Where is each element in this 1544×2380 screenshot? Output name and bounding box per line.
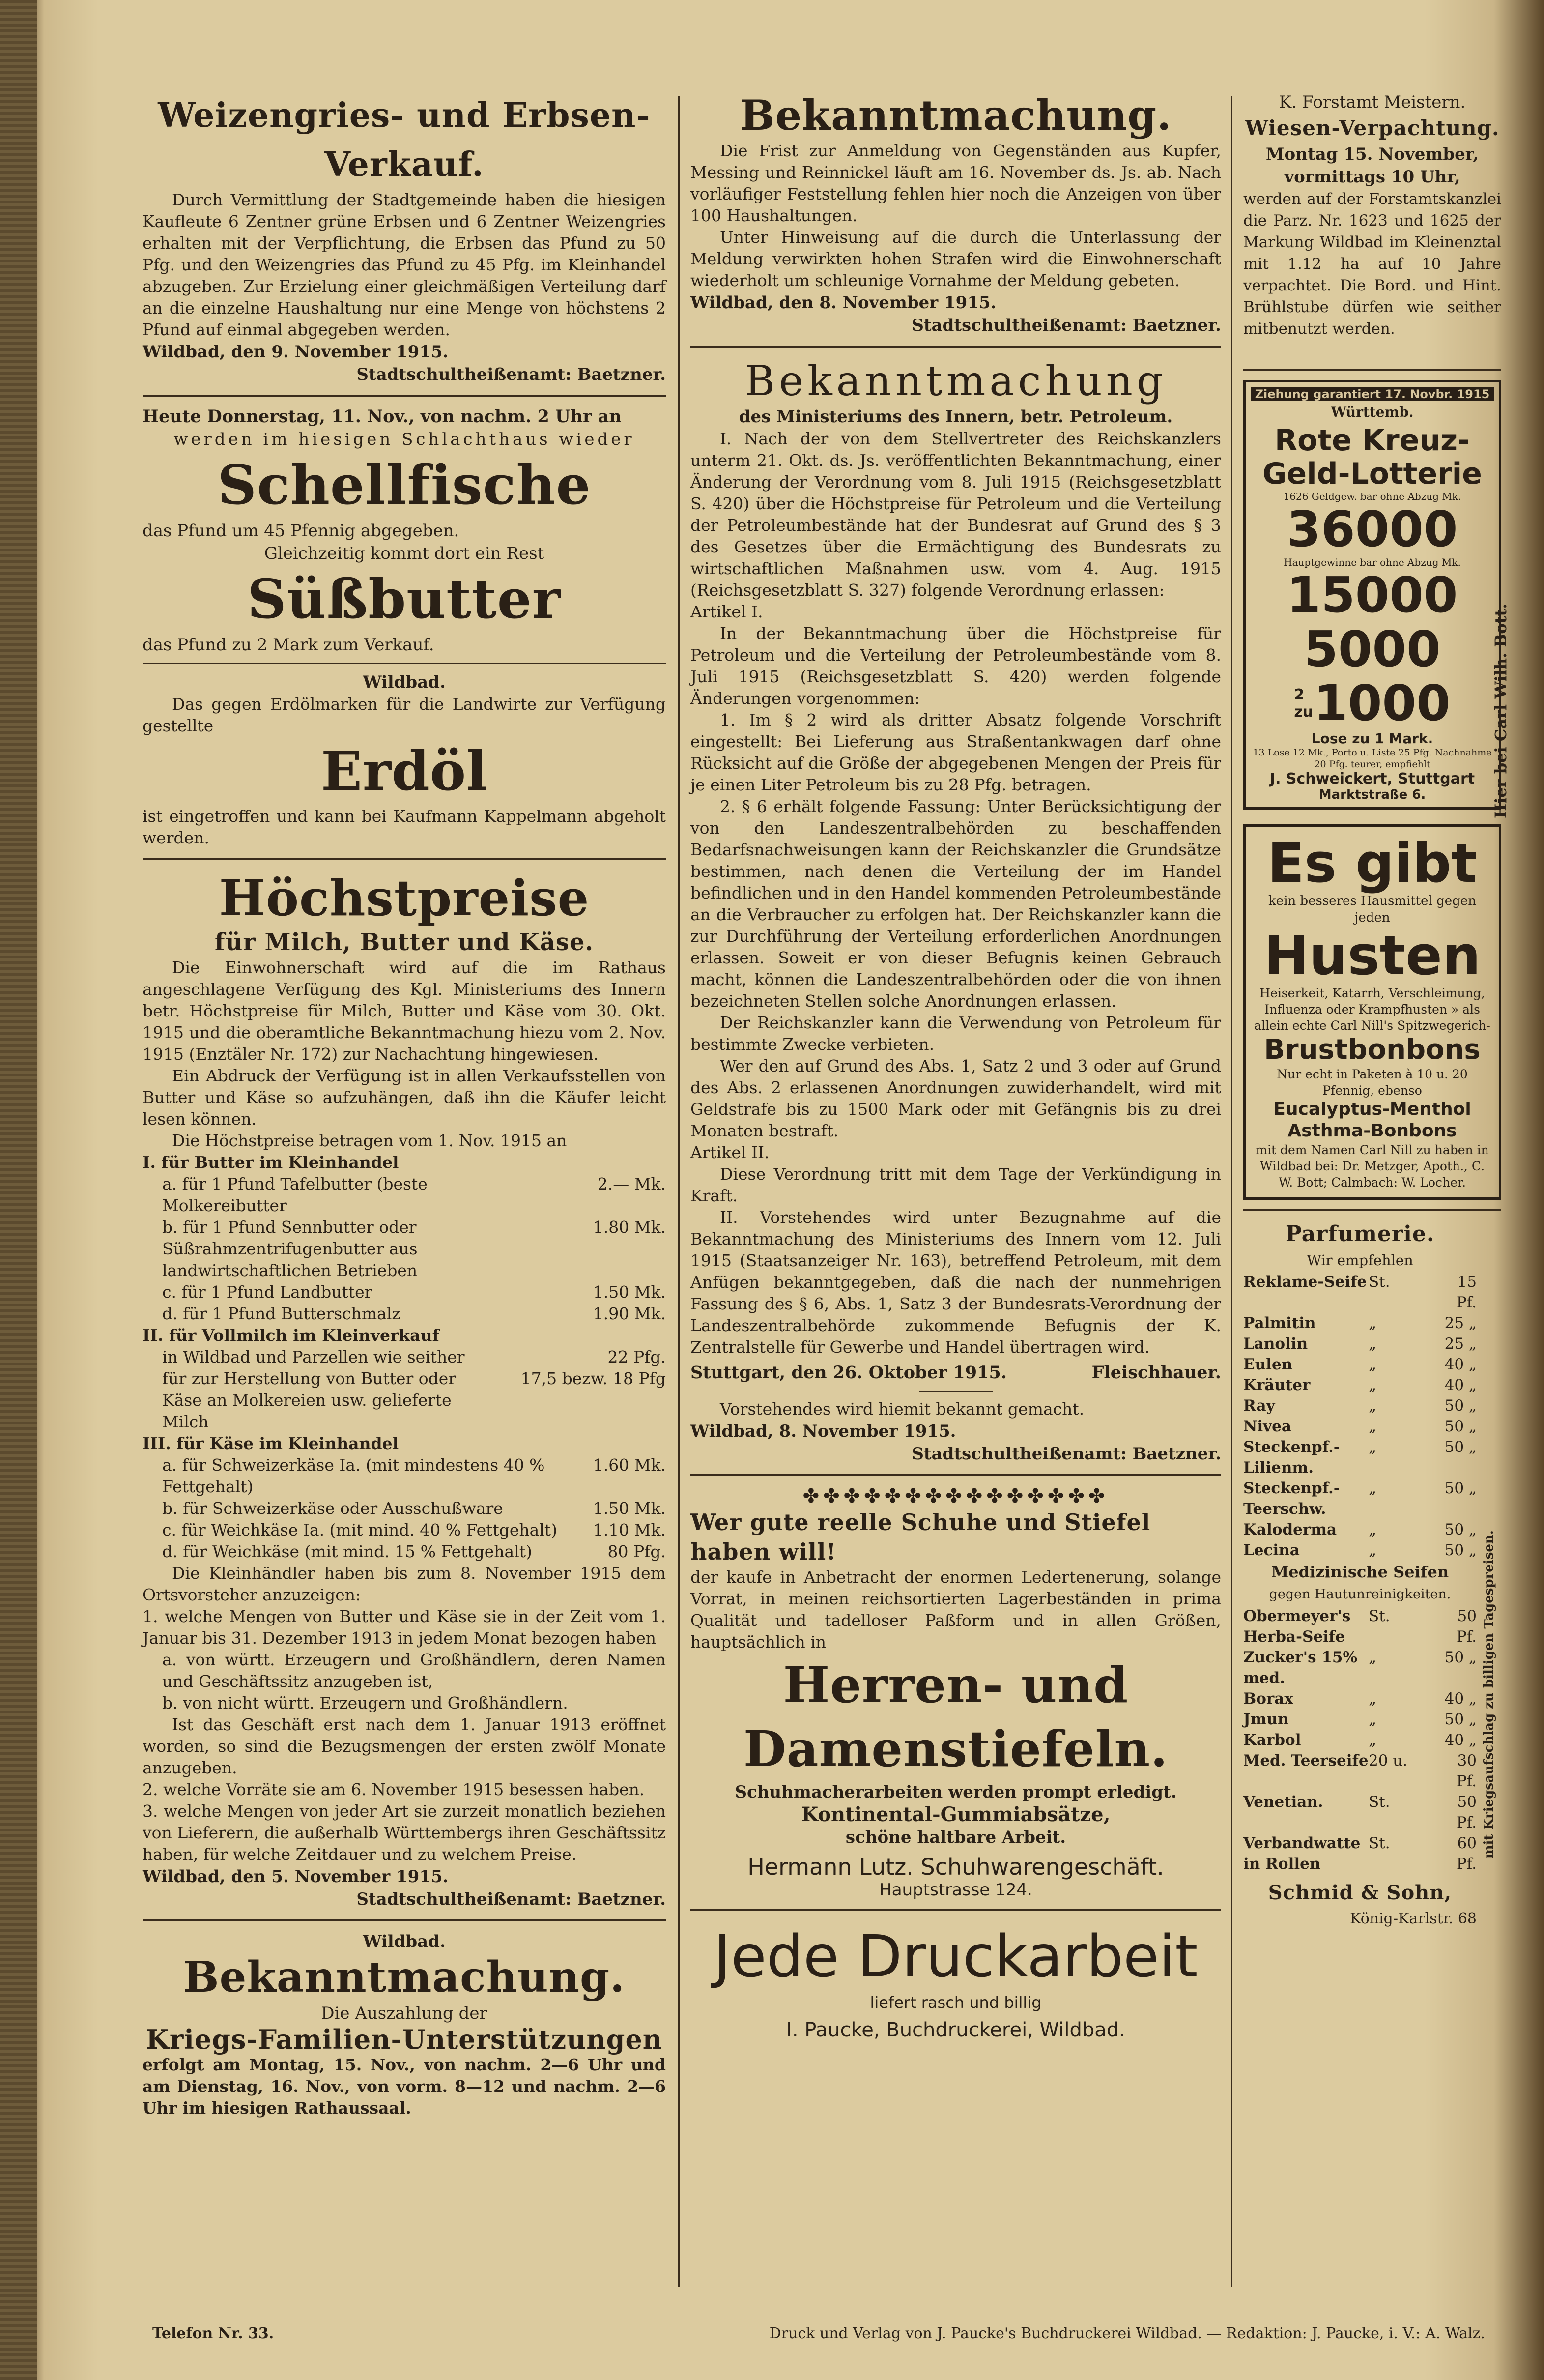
notice-date: Montag 15. November, vormittags 10 Uhr, bbox=[1265, 145, 1479, 187]
ad-price-2: das Pfund zu 2 Mark zum Verkauf. bbox=[143, 635, 434, 655]
ad-schuhe bbox=[690, 1485, 1221, 1900]
ad-title: Parfumerie. bbox=[1285, 1221, 1435, 1247]
notice-body: Das gegen Erdölmarken für die Landwirte zur Verfügung gestellte bbox=[143, 695, 666, 735]
lottery-caption: 1626 Geldgew. bar ohne Abzug Mk. bbox=[1283, 491, 1461, 502]
notice-paragraph: Der Reichskanzler kann die Verwendung von Petroleum für bestimmte Zwecke verbieten. bbox=[690, 1013, 1221, 1054]
notice-signature-row bbox=[690, 1362, 1221, 1384]
lottery-address: Marktstraße 6. bbox=[1318, 787, 1426, 802]
lottery-prize-1: 36000 bbox=[1287, 500, 1458, 558]
price-row: b. für 1 Pfund Sennbutter oder Süßrahmzentrifugenbutter aus landwirtschaftlichen Betrieben 1.80 Mk. bbox=[162, 1218, 666, 1280]
notice-paragraph: Diese Verordnung tritt mit dem Tage der Verkündigung in Kraft. bbox=[690, 1164, 1221, 1205]
notice-place: Wildbad. bbox=[363, 1932, 446, 1951]
lottery-prize-2: 15000 bbox=[1287, 566, 1458, 624]
notice-kupfer bbox=[690, 91, 1221, 337]
lottery-seller: J. Schweickert, Stuttgart bbox=[1269, 770, 1475, 787]
notice-date: Wildbad, den 8. November 1915. bbox=[690, 293, 997, 313]
notice-title-2: Kriegs-Familien-Unterstützungen bbox=[145, 2024, 663, 2055]
notice-paragraph: Die Einwohnerschaft wird auf die im Rathaus angeschlagene Verfügung des Kgl. Ministeriums des Innern betr. Höchstpreise für Milch, Butter und Käse vom 30. Okt. 1915 und die oberamtliche Bekanntmachung hiezu vom 2. Nov. 1915 (Enztäler Nr. 172) zur Nachachtung hingewiesen. bbox=[143, 958, 666, 1064]
price-row: Karbol „ 40 „ bbox=[1243, 1731, 1477, 1749]
notice-date-2: Wildbad, 8. November 1915. bbox=[690, 1422, 956, 1441]
price-row: Verbandwatte in Rollen St. 60 Pf. bbox=[1243, 1834, 1477, 1873]
price-row: Ray „ 50 „ bbox=[1243, 1397, 1477, 1415]
price-row: Reklame-Seife St. 15 Pf. bbox=[1243, 1273, 1477, 1311]
ad-subtitle: kein besseres Hausmittel gegen jeden bbox=[1268, 894, 1476, 925]
notice-paragraph: In der Bekanntmachung über die Höchstpreise für Petroleum und die Verteilung der Petroleumbestände vom 8. Juli 1915 (Reichsgesetzblatt S. 420) werden folgende Änderungen vorgenommen: bbox=[690, 624, 1221, 708]
ad-title: Jede Druckarbeit bbox=[714, 1922, 1198, 1990]
notice-body: Durch Vermittlung der Stadtgemeinde haben die hiesigen Kaufleute 6 Zentner grüne Erbsen und 6 Zentner Weizengries erhalten mit der Verpflichtung, die Erbsen das Pfund zu 50 Pfg. und den Weizengries das Pfund zu 45 Pfg. im Kleinhandel abzugeben. Zur Erzielung einer gleichmäßigen Verteilung darf an die einzelne Haushaltung nur eine Menge von höchstens 2 Pfund auf einmal abgegeben werden. bbox=[143, 190, 666, 339]
ad-heading: Heute Donnerstag, 11. Nov., von nachm. 2 Uhr an bbox=[143, 406, 622, 427]
ad-firm: I. Paucke, Buchdruckerei, Wildbad. bbox=[786, 2019, 1125, 2041]
notice-title: Wiesen-Verpachtung. bbox=[1245, 116, 1500, 140]
notice-list-item: 2. welche Vorräte sie am 6. November 1915 besessen haben. bbox=[143, 1780, 645, 1799]
notice-signature: Stadtschultheißenamt: Baetzner. bbox=[356, 1889, 666, 1909]
price-list-butter bbox=[143, 1173, 666, 1325]
notice-body: werden auf der Forstamtskanzlei die Parz. Nr. 1623 und 1625 der Markung Wildbad im Kleinenztal mit 1.12 ha auf 10 Jahre verpachtet. Die Bord. und Hint. Brühlstube dürfen wie seither mitbenutzt werden. bbox=[1243, 190, 1501, 338]
ad-husten bbox=[1243, 824, 1501, 1200]
notice-signature-2: Stadtschultheißenamt: Baetzner. bbox=[912, 1444, 1221, 1464]
ad-section-title: Medizinische Seifen bbox=[1271, 1563, 1449, 1581]
notice-header: K. Forstamt Meistern. bbox=[1279, 92, 1466, 112]
notice-body-2: Unter Hinweisung auf die durch die Unterlassung der Meldung verwirkten hohen Strafen wird die Einwohnerschaft wiederholt um schleunige Vornahme der Meldung gebeten. bbox=[690, 228, 1221, 290]
notice-list-item: Ist das Geschäft erst nach dem 1. Januar 1913 eröffnet worden, so sind die Bezugsmengen der ersten zwölf Monate anzugeben. bbox=[143, 1715, 666, 1777]
notice-weizengries bbox=[143, 91, 666, 386]
notice-title: Bekanntmachung. bbox=[183, 1952, 626, 2002]
lottery-caption-2: Hauptgewinne bar ohne Abzug Mk. bbox=[1284, 556, 1461, 568]
price-row: d. für 1 Pfund Butterschmalz 1.90 Mk. bbox=[162, 1304, 666, 1323]
column-1 bbox=[143, 91, 666, 2287]
notice-paragraph: I. Nach der von dem Stellvertreter des Reichskanzlers unterm 21. Okt. ds. Js. veröffentlichten Bekanntmachung, einer Änderung der Verordnung vom 8. Juli 1915 (Reichsgesetzblatt S. 420) über die Höchstpreise für Petroleum und die Verteilung der Petroleumbestände hat der Bundesrat auf Grund des § 3 des Gesetzes über die Ermächtigung des Bundesrats zu wirtschaftlichen Maßnahmen usw. vom 4. Aug. 1915 (Reichsgesetzblatt S. 327) folgende Verordnung erlassen: bbox=[690, 429, 1221, 600]
price-row: c. für Weichkäse Ia. (mit mind. 40 % Fettgehalt) 1.10 Mk. bbox=[162, 1520, 666, 1539]
column-rule-2 bbox=[1231, 96, 1232, 2287]
column-2 bbox=[690, 91, 1221, 2287]
ad-line: Schuhmacherarbeiten werden prompt erledigt. bbox=[735, 1782, 1177, 1802]
notice-kriegsfamilien bbox=[143, 1930, 666, 2119]
lottery-side-note: Hier bei Carl Wilh. Bott. bbox=[1491, 603, 1510, 818]
notice-petroleum bbox=[690, 356, 1221, 1465]
ad-firm-address: Hauptstrasse 124. bbox=[879, 1880, 1032, 1900]
notice-body: erfolgt am Montag, 15. Nov., von nachm. 2—6 Uhr und am Dienstag, 16. Nov., von vorm. 8—12 und nachm. 2—6 Uhr im hiesigen Rathaussaal. bbox=[143, 2055, 666, 2118]
price-row: Steckenpf.-Teerschw. „ 50 „ bbox=[1243, 1480, 1477, 1518]
lottery-price: Lose zu 1 Mark. bbox=[1311, 730, 1433, 747]
notice-paragraph: 1. Im § 2 wird als dritter Absatz folgende Vorschrift eingestellt: Bei Lieferung aus Straßentankwagen darf ohne Rücksicht auf die Größe der abgegebenen Mengen der Preis für je einen Liter Petroleum bis zu 28 Pfg. betragen. bbox=[690, 710, 1221, 794]
ad-note: Gleichzeitig kommt dort ein Rest bbox=[264, 544, 544, 563]
notice-body-2: ist eingetroffen und kann bei Kaufmann Kappelmann abgeholt werden. bbox=[143, 807, 666, 847]
price-row: Med. Teerseife 20 u. 30 Pf. bbox=[1243, 1752, 1477, 1790]
notice-title: Erdöl bbox=[321, 739, 487, 803]
ad-body-2: Nur echt in Paketen à 10 u. 20 Pfennig, ebenso bbox=[1277, 1067, 1468, 1098]
ad-title-2: Herren- und Damenstiefeln. bbox=[743, 1656, 1168, 1778]
price-row: Nivea „ 50 „ bbox=[1243, 1418, 1477, 1435]
price-section-butter: I. für Butter im Kleinhandel bbox=[143, 1153, 399, 1172]
notice-wiesen bbox=[1243, 91, 1501, 340]
ad-subtitle: liefert rasch und billig bbox=[870, 1993, 1042, 2012]
parfumerie-side-note: mit Kriegsaufschlag zu billigen Tagespreisen. bbox=[1482, 1530, 1496, 1858]
lottery-title: Rote Kreuz-Geld-Lotterie bbox=[1262, 423, 1482, 491]
price-row: Venetian. St. 50 Pf. bbox=[1243, 1793, 1477, 1831]
ad-body-3: mit dem Namen Carl Nill zu haben in Wildbad bei: Dr. Metzger, Apoth., C. W. Bott; Calmbach: W. Locher. bbox=[1256, 1143, 1489, 1190]
notice-list-item: a. von württ. Erzeugern und Großhändlern, deren Namen und Geschäftssitz anzugeben ist, bbox=[162, 1650, 666, 1691]
ad-subtitle: Wir empfehlen bbox=[1307, 1252, 1413, 1269]
notice-subtitle: für Milch, Butter und Käse. bbox=[214, 929, 594, 956]
notice-title: Weizengries- und Erbsen-Verkauf. bbox=[158, 96, 651, 184]
price-list-milk bbox=[143, 1346, 666, 1433]
notice-title: Höchstpreise bbox=[219, 869, 590, 927]
notice-list-item: 3. welche Mengen von jeder Art sie zurzeit monatlich beziehen von Lieferern, die außerhalb Württembergs ihren Geschäftssitz haben, für welche Zeitdauer und zu welchem Preise. bbox=[143, 1801, 666, 1864]
ad-firm-address: König-Karlstr. 68 bbox=[1350, 1910, 1477, 1927]
column-3 bbox=[1243, 91, 1510, 2287]
ad-schellfische bbox=[143, 406, 666, 656]
price-row: c. für 1 Pfund Landbutter 1.50 Mk. bbox=[162, 1282, 666, 1302]
price-row: Obermeyer's Herba-Seife St. 50 Pf. bbox=[1243, 1607, 1477, 1646]
ad-subheading: werden im hiesigen Schlachthaus wieder bbox=[173, 430, 635, 449]
price-row: Lecina „ 50 „ bbox=[1243, 1541, 1477, 1559]
price-section-cheese: III. für Käse im Kleinhandel bbox=[143, 1434, 399, 1453]
price-row: Kräuter „ 40 „ bbox=[1243, 1376, 1477, 1394]
ornament-border: ✤✤✤✤✤✤✤✤✤✤✤✤✤✤✤ bbox=[802, 1485, 1109, 1508]
page-footer bbox=[152, 2325, 1485, 2342]
notice-date: Wildbad, den 5. November 1915. bbox=[143, 1867, 449, 1887]
notice-paragraph: II. Vorstehendes wird unter Bezugnahme auf die Bekanntmachung des Ministeriums des Innern vom 12. Juli 1915 (Staatsanzeiger Nr. 163), betreffend Petroleum, mit dem Anfügen bekanntgegeben, daß die nach der nunmehrigen Fassung des § 6, Abs. 1, Satz 3 der Bundesrats-Verordnung der Landeszentralbehörde zukommende Befugnis der K. Zentralstelle für Gewerbe und Handel übertragen wird. bbox=[690, 1208, 1221, 1357]
notice-paragraph: Die Kleinhändler haben bis zum 8. November 1915 dem Ortsvorsteher anzuzeigen: bbox=[143, 1564, 666, 1604]
book-binding bbox=[0, 0, 37, 2380]
lottery-prize-4: 1000 bbox=[1314, 674, 1451, 732]
price-row: in Wildbad und Parzellen wie seither 22 Pfg. bbox=[162, 1347, 666, 1366]
notice-signature: Stadtschultheißenamt: Baetzner. bbox=[356, 365, 666, 384]
price-row: Jmun „ 50 „ bbox=[1243, 1711, 1477, 1728]
ad-druckarbeit bbox=[690, 1919, 1221, 2041]
notice-paragraph: Wer den auf Grund des Abs. 1, Satz 2 und 3 oder auf Grund des Abs. 2 erlassenen Anordnungen zuwiderhandelt, wird mit Geldstrafe bis zu 1500 Mark oder mit Gefängnis bis zu drei Monaten bestraft. bbox=[690, 1056, 1221, 1140]
lottery-draw-date: Ziehung garantiert 17. Novbr. 1915 bbox=[1251, 387, 1494, 401]
price-row: Steckenpf.-Lilienm. „ 50 „ bbox=[1243, 1438, 1477, 1477]
column-rule-1 bbox=[678, 96, 680, 2287]
price-list-med-soap bbox=[1243, 1606, 1477, 1874]
notice-signature: Stadtschultheißenamt: Baetzner. bbox=[912, 316, 1221, 335]
price-list-soap bbox=[1243, 1272, 1477, 1561]
ad-parfumerie bbox=[1243, 1219, 1501, 1930]
price-row: Borax „ 40 „ bbox=[1243, 1690, 1477, 1708]
notice-erdoel bbox=[143, 671, 666, 849]
price-row: Eulen „ 40 „ bbox=[1243, 1356, 1477, 1373]
ad-title-4: Eucalyptus-Menthol Asthma-Bonbons bbox=[1273, 1099, 1471, 1141]
ad-body: der kaufe in Anbetracht der enormen Ledertenerung, solange Vorrat, in meinen reichsortierten Lagerbeständen in prima Qualität und tadelloser Paßform und in allen Größen, hauptsächlich in bbox=[690, 1567, 1221, 1652]
lottery-prefix: 2 zu bbox=[1294, 686, 1314, 721]
price-row: Palmitin „ 25 „ bbox=[1243, 1314, 1477, 1332]
price-row: a. für Schweizerkäse Ia. (mit mindestens 40 % Fettgehalt) 1.60 Mk. bbox=[162, 1455, 666, 1496]
ad-firm: Schmid & Sohn, bbox=[1268, 1881, 1452, 1904]
notice-date: Wildbad, den 9. November 1915. bbox=[143, 342, 449, 362]
lottery-prize-3: 5000 bbox=[1304, 620, 1441, 678]
notice-title: Bekanntmachung bbox=[744, 357, 1167, 405]
article-heading: Artikel I. bbox=[690, 602, 763, 621]
notice-signature: Fleischhauer. bbox=[1091, 1363, 1221, 1383]
price-section-milk: II. für Vollmilch im Kleinverkauf bbox=[143, 1326, 439, 1345]
notice-title: Bekanntmachung. bbox=[740, 91, 1172, 140]
lottery-region: Württemb. bbox=[1331, 404, 1414, 420]
lottery-prize-4-row bbox=[1251, 676, 1494, 730]
ad-line: schöne haltbare Arbeit. bbox=[845, 1828, 1066, 1847]
ad-title: Wer gute reelle Schuhe und Stiefel haben will! bbox=[690, 1509, 1151, 1565]
notice-paragraph: Ein Abdruck der Verfügung ist in allen Verkaufsstellen von Butter und Käse so aufzuhängen, daß ihn die Käufer leicht lesen können. bbox=[143, 1066, 666, 1129]
ad-body: Heiserkeit, Katarrh, Verschleimung, Influenza oder Krampfhusten » als allein echte Carl Nill's Spitzwegerich- bbox=[1254, 986, 1490, 1033]
ad-title-2: Husten bbox=[1263, 924, 1481, 987]
price-row: Zucker's 15% med. „ 50 „ bbox=[1243, 1649, 1477, 1687]
notice-paragraph: 2. § 6 erhält folgende Fassung: Unter Berücksichtigung der von den Landeszentralbehörden zu beschaffenden Bedarfsnachweisungen kann der Reichskanzler die Grundsätze bestimmen, nach denen die Verteilung der im Handel befindlichen und in den Handel kommenden Petroleumbestände an die Verbraucher zu erfolgen hat. Der Reichskanzler kann die zur Durchführung der Verteilung erforderlichen Anordnungen erlassen. Soweit er von dieser Befugnis keinen Gebrauch macht, können die Landeszentralbehörden oder die von ihnen bezeichneten Stellen solche Anordnungen erlassen. bbox=[690, 797, 1221, 1011]
ad-section-subtitle: gegen Hautunreinigkeiten. bbox=[1269, 1587, 1451, 1602]
notice-hoechstpreise bbox=[143, 869, 666, 1911]
price-row: b. für Schweizerkäse oder Ausschußware 1.50 Mk. bbox=[162, 1499, 666, 1518]
price-list-cheese bbox=[143, 1454, 666, 1563]
notice-subtitle: des Ministeriums des Innern, betr. Petroleum. bbox=[739, 407, 1173, 427]
article-heading: Artikel II. bbox=[690, 1143, 770, 1162]
price-row: d. für Weichkäse (mit mind. 15 % Fettgehalt) 80 Pfg. bbox=[162, 1542, 666, 1561]
price-row: Lanolin „ 25 „ bbox=[1243, 1335, 1477, 1353]
notice-body: Die Frist zur Anmeldung von Gegenständen aus Kupfer, Messing und Reinnickel läuft am 16. November ds. Js. ab. Nach vorläufiger Feststellung fehlen hier noch die Anzeigen von über 100 Haushaltungen. bbox=[690, 141, 1221, 225]
ad-lotterie bbox=[1243, 380, 1501, 810]
ad-firm-name: Hermann Lutz. Schuhwarengeschäft. bbox=[747, 1854, 1164, 1880]
ad-price: das Pfund um 45 Pfennig abgegeben. bbox=[143, 521, 459, 541]
price-row: für zur Herstellung von Butter oder Käse an Molkereien usw. gelieferte Milch 17,5 bezw. 18 Pfg bbox=[162, 1369, 666, 1431]
notice-subtitle: Die Auszahlung der bbox=[321, 2003, 487, 2023]
lottery-info: 13 Lose 12 Mk., Porto u. Liste 25 Pfg. Nachnahme 20 Pfg. teurer, empfiehlt bbox=[1253, 747, 1492, 770]
notice-place: Wildbad. bbox=[363, 672, 446, 692]
ad-title-2: Süßbutter bbox=[247, 567, 561, 631]
ad-title-3: Brustbonbons bbox=[1264, 1034, 1481, 1066]
price-row: a. für 1 Pfund Tafelbutter (beste Molkereibutter 2.— Mk. bbox=[162, 1174, 666, 1215]
notice-list-item: 1. welche Mengen von Butter und Käse sie in der Zeit vom 1. Januar bis 31. Dezember 1913 in jedem Monat bezogen haben bbox=[143, 1607, 666, 1648]
notice-date: Stuttgart, den 26. Oktober 1915. bbox=[690, 1363, 1007, 1383]
notice-list-item: b. von nicht württ. Erzeugern und Großhändlern. bbox=[162, 1693, 568, 1712]
footer-imprint: Druck und Verlag von J. Paucke's Buchdruckerei Wildbad. — Redaktion: J. Paucke, i. V.: A. Walz. bbox=[769, 2325, 1485, 2342]
notice-paragraph: Die Höchstpreise betragen vom 1. Nov. 1915 an bbox=[172, 1131, 567, 1150]
price-row: Kaloderma „ 50 „ bbox=[1243, 1521, 1477, 1538]
footer-telephone: Telefon Nr. 33. bbox=[152, 2325, 274, 2342]
notice-paragraph: Vorstehendes wird hiemit bekannt gemacht. bbox=[720, 1399, 1085, 1419]
ad-line: Kontinental-Gummiabsätze, bbox=[801, 1803, 1111, 1826]
ad-title: Es gibt bbox=[1267, 832, 1477, 895]
ad-title: Schellfische bbox=[217, 453, 591, 517]
